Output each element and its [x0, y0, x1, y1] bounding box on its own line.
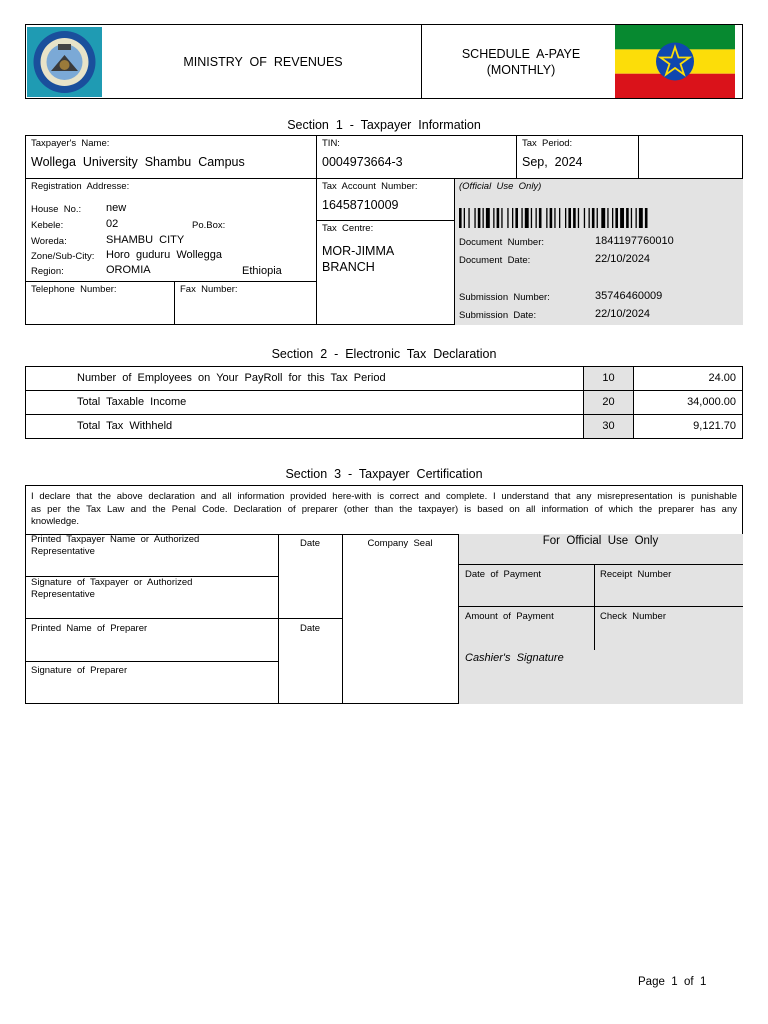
tax-account-label: Tax Account Number: — [322, 181, 418, 192]
decl-row-code: 30 — [602, 420, 615, 432]
official-use-title: For Official Use Only — [542, 535, 659, 547]
cert-row-3 — [25, 661, 278, 662]
decl-row-value: 34,000.00 — [687, 396, 736, 408]
tax-centre-line2: BRANCH — [322, 260, 375, 274]
cert-col-seal — [342, 534, 343, 704]
date-of-payment-label: Date of Payment — [465, 569, 542, 580]
page-number: Page 1 of 1 — [638, 976, 707, 988]
tax-account-value: 16458710009 — [322, 198, 399, 212]
tin-label: TIN: — [322, 138, 340, 149]
ministry-title: MINISTRY OF REVENUES — [183, 55, 343, 69]
col-divider-fax — [174, 281, 175, 325]
decl-row-label: Number of Employees on Your PayRoll for this Tax Period — [77, 372, 386, 384]
pobox-label: Po.Box: — [192, 220, 226, 231]
col-divider-official — [454, 178, 455, 325]
section3-title: Section 3 - Taxpayer Certification — [285, 467, 483, 481]
submission-date-label: Submission Date: — [459, 310, 537, 321]
schedule-title-line2: (MONTHLY) — [486, 63, 556, 77]
country-value: Ethiopia — [242, 265, 282, 277]
row-divider-telephone — [25, 281, 316, 282]
header-divider — [421, 24, 422, 99]
company-seal-label: Company Seal — [367, 538, 433, 549]
document-number-value: 1841197760010 — [595, 235, 674, 247]
col-divider-period-right — [638, 135, 639, 178]
document-number-label: Document Number: — [459, 237, 545, 248]
col-divider-tin — [316, 135, 317, 325]
submission-number-label: Submission Number: — [459, 292, 550, 303]
taxpayer-name: Wollega University Shambu Campus — [31, 155, 245, 169]
cert-col-receipt — [594, 564, 595, 650]
cert-col-date — [278, 534, 279, 704]
kebele-value: 02 — [106, 218, 119, 230]
woreda-label: Woreda: — [31, 236, 67, 247]
document-date-value: 22/10/2024 — [595, 253, 651, 265]
signature-taxpayer-label: Signature of Taxpayer or Authorized Representative — [31, 577, 198, 600]
schedule-title-line1: SCHEDULE A-PAYE — [461, 47, 581, 61]
section1-title: Section 1 - Taxpayer Information — [287, 118, 481, 132]
document-date-label: Document Date: — [459, 255, 531, 266]
decl-row-value: 24.00 — [708, 372, 736, 384]
official-use-label: (Official Use Only) — [459, 181, 542, 192]
zone-label: Zone/Sub-City: — [31, 251, 95, 262]
house-no-value: new — [106, 202, 127, 214]
section2-title: Section 2 - Electronic Tax Declaration — [271, 347, 497, 361]
reg-address-label: Registration Addresse: — [31, 181, 130, 192]
telephone-label: Telephone Number: — [31, 284, 117, 295]
check-number-label: Check Number — [600, 611, 666, 622]
date-label-2: Date — [299, 623, 321, 634]
date-label-1: Date — [299, 538, 321, 549]
col-divider-period — [516, 135, 517, 178]
tax-period-label: Tax Period: — [522, 138, 573, 149]
declaration-text: I declare that the above declaration and all information provided here-with is correct and complete. I understand that any misrepresentation is punishable as per the Tax Law and the Penal Code. Declaration of preparer (other than the taxpayer) is based on all information of which the preparer has any knowledge. — [31, 491, 743, 527]
official-row-2 — [458, 606, 743, 607]
tax-centre-label: Tax Centre: — [322, 223, 374, 234]
fax-label: Fax Number: — [180, 284, 238, 295]
decl-row-code: 20 — [602, 396, 615, 408]
printed-taxpayer-name-label: Printed Taxpayer Name or Authorized Representative — [31, 534, 205, 557]
zone-value: Horo guduru Wollegga — [106, 249, 222, 261]
decl-row-label: Total Tax Withheld — [77, 420, 173, 432]
receipt-number-label: Receipt Number — [600, 569, 672, 580]
house-no-label: House No.: — [31, 204, 82, 215]
decl-row-code: 10 — [602, 372, 615, 384]
cashier-signature-label: Cashier's Signature — [465, 652, 564, 664]
region-label: Region: — [31, 266, 64, 277]
decl-row-divider-2 — [25, 414, 743, 415]
decl-row-label: Total Taxable Income — [77, 396, 187, 408]
woreda-value: SHAMBU CITY — [106, 234, 185, 246]
row-divider-1 — [25, 178, 743, 179]
cert-row-2 — [25, 618, 342, 619]
cert-col-official — [458, 534, 459, 704]
ministry-seal-icon — [27, 27, 102, 97]
decl-row-divider-1 — [25, 390, 743, 391]
kebele-label: Kebele: — [31, 220, 64, 231]
submission-date-value: 22/10/2024 — [595, 308, 651, 320]
submission-number-value: 35746460009 — [595, 290, 663, 302]
decl-row-value: 9,121.70 — [693, 420, 736, 432]
official-row-1 — [458, 564, 743, 565]
ethiopia-flag-icon — [615, 25, 735, 98]
tin-value: 0004973664-3 — [322, 155, 403, 169]
tax-period-value: Sep, 2024 — [522, 155, 583, 169]
amount-of-payment-label: Amount of Payment — [465, 611, 554, 622]
barcode — [459, 208, 731, 228]
printed-preparer-label: Printed Name of Preparer — [31, 623, 148, 634]
signature-preparer-label: Signature of Preparer — [31, 665, 128, 676]
row-divider-taxcentre — [316, 220, 454, 221]
region-value: OROMIA — [106, 264, 151, 276]
tax-centre-line1: MOR-JIMMA — [322, 244, 395, 258]
taxpayer-name-label: Taxpayer's Name: — [31, 138, 110, 149]
